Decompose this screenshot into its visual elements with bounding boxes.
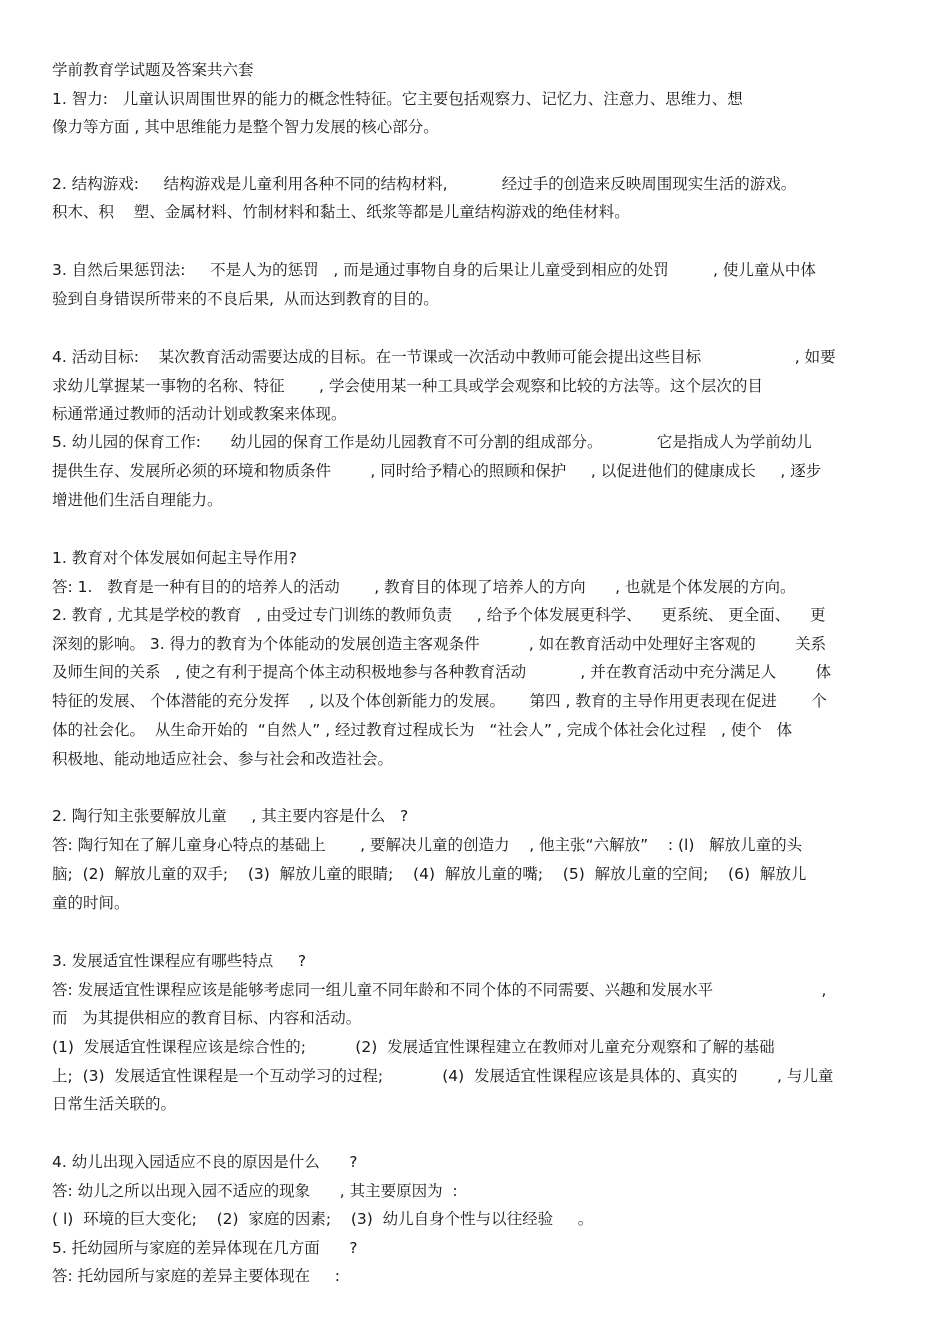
text-line: 求幼儿掌握某一事物的名称、特征 , 学会使用某一种工具或学会观察和比较的方法等。这个层次的目 [52,377,763,395]
question-heading: 4. 幼儿出现入园适应不良的原因是什么 ? [52,1153,358,1171]
text-line: 像力等方面 , 其中思维能力是整个智力发展的核心部分。 [52,118,439,136]
text-line: 5. 幼儿园的保育工作: 幼儿园的保育工作是幼儿园教育不可分割的组成部分。 它是指成人为学前幼儿 [52,433,812,451]
text-line: 答: 托幼园所与家庭的差异主要体现在 : [52,1267,341,1285]
text-line: 增进他们生活自理能力。 [52,491,223,509]
text-line: 体的社会化。 从生命开始的 “自然人” , 经过教育过程成长为 “社会人” , 完成个体社会化过程 , 使个 体 [52,721,793,739]
question-heading: 5. 托幼园所与家庭的差异体现在几方面 ? [52,1239,358,1257]
text-line: 2. 结构游戏: 结构游戏是儿童利用各种不同的结构材料, 经过手的创造来反映周围现实生活的游戏。 [52,175,797,193]
text-line: 2. 教育 , 尤其是学校的教育 , 由受过专门训练的教师负责 , 给予个体发展更科学、 更系统、 更全面、 更 [52,606,826,624]
text-line: 日常生活关联的。 [52,1095,177,1113]
text-line: 标通常通过教师的活动计划或教案来体现。 [52,405,347,423]
text-line: 脑; (2) 解放儿童的双手; (3) 解放儿童的眼睛; (4) 解放儿童的嘴; (5) 解放儿童的空间; (6) 解放儿 [52,865,807,883]
text-line: 答: 发展适宜性课程应该是能够考虑同一组儿童不同年龄和不同个体的不同需要、兴趣和发展水平 , [52,981,827,999]
text-line: 4. 活动目标: 某次教育活动需要达成的目标。在一节课或一次活动中教师可能会提出这些目标 , 如要 [52,348,836,366]
text-line: 积木、积 塑、金属材料、竹制材料和黏土、纸浆等都是儿童结构游戏的绝佳材料。 [52,203,630,221]
text-line: 1. 智力: 儿童认识周围世界的能力的概念性特征。它主要包括观察力、记忆力、注意力、思维力、想 [52,90,743,108]
text-line: ( l) 环境的巨大变化; (2) 家庭的因素; (3) 幼儿自身个性与以往经验 。 [52,1210,594,1228]
text-line: (1) 发展适宜性课程应该是综合性的; (2) 发展适宜性课程建立在教师对儿童充分观察和了解的基础 [52,1038,775,1056]
question-heading: 3. 发展适宜性课程应有哪些特点 ? [52,952,307,970]
text-line: 提供生存、发展所必须的环境和物质条件 , 同时给予精心的照顾和保护 , 以促进他们的健康成长 , 逐步 [52,462,822,480]
text-line: 深刻的影响。 3. 得力的教育为个体能动的发展创造主客观条件 , 如在教育活动中处理好主客观的 关系 [52,635,827,653]
text-line: 3. 自然后果惩罚法: 不是人为的惩罚 , 而是通过事物自身的后果让儿童受到相应的处罚 , 使儿童从中体 [52,261,816,279]
text-line: 答: 1. 教育是一种有目的的培养人的活动 , 教育目的体现了培养人的方向 , 也就是个体发展的方向。 [52,578,796,596]
text-line: 而 为其提供相应的教育目标、内容和活动。 [52,1009,362,1027]
question-heading: 2. 陶行知主张要解放儿童 , 其主要内容是什么 ? [52,807,409,825]
text-line: 上; (3) 发展适宜性课程是一个互动学习的过程; (4) 发展适宜性课程应该是具体的、真实的 , 与儿童 [52,1067,834,1085]
text-line: 特征的发展、 个体潜能的充分发挥 , 以及个体创新能力的发展。 第四 , 教育的主导作用更表现在促进 个 [52,692,827,710]
document-title: 学前教育学试题及答案共六套 [52,61,254,79]
text-line: 及师生间的关系 , 使之有利于提高个体主动积极地参与各种教育活动 , 并在教育活动中充分满足人 体 [52,663,832,681]
question-heading: 1. 教育对个体发展如何起主导作用? [52,549,297,567]
text-line: 童的时间。 [52,894,130,912]
text-line: 答: 陶行知在了解儿童身心特点的基础上 , 要解决儿童的创造力 , 他主张“六解放” : (l) 解放儿童的头 [52,836,803,854]
text-line: 答: 幼儿之所以出现入园不适应的现象 , 其主要原因为 : [52,1182,458,1200]
text-line: 验到自身错误所带来的不良后果, 从而达到教育的目的。 [52,290,439,308]
text-line: 积极地、能动地适应社会、参与社会和改造社会。 [52,750,394,768]
